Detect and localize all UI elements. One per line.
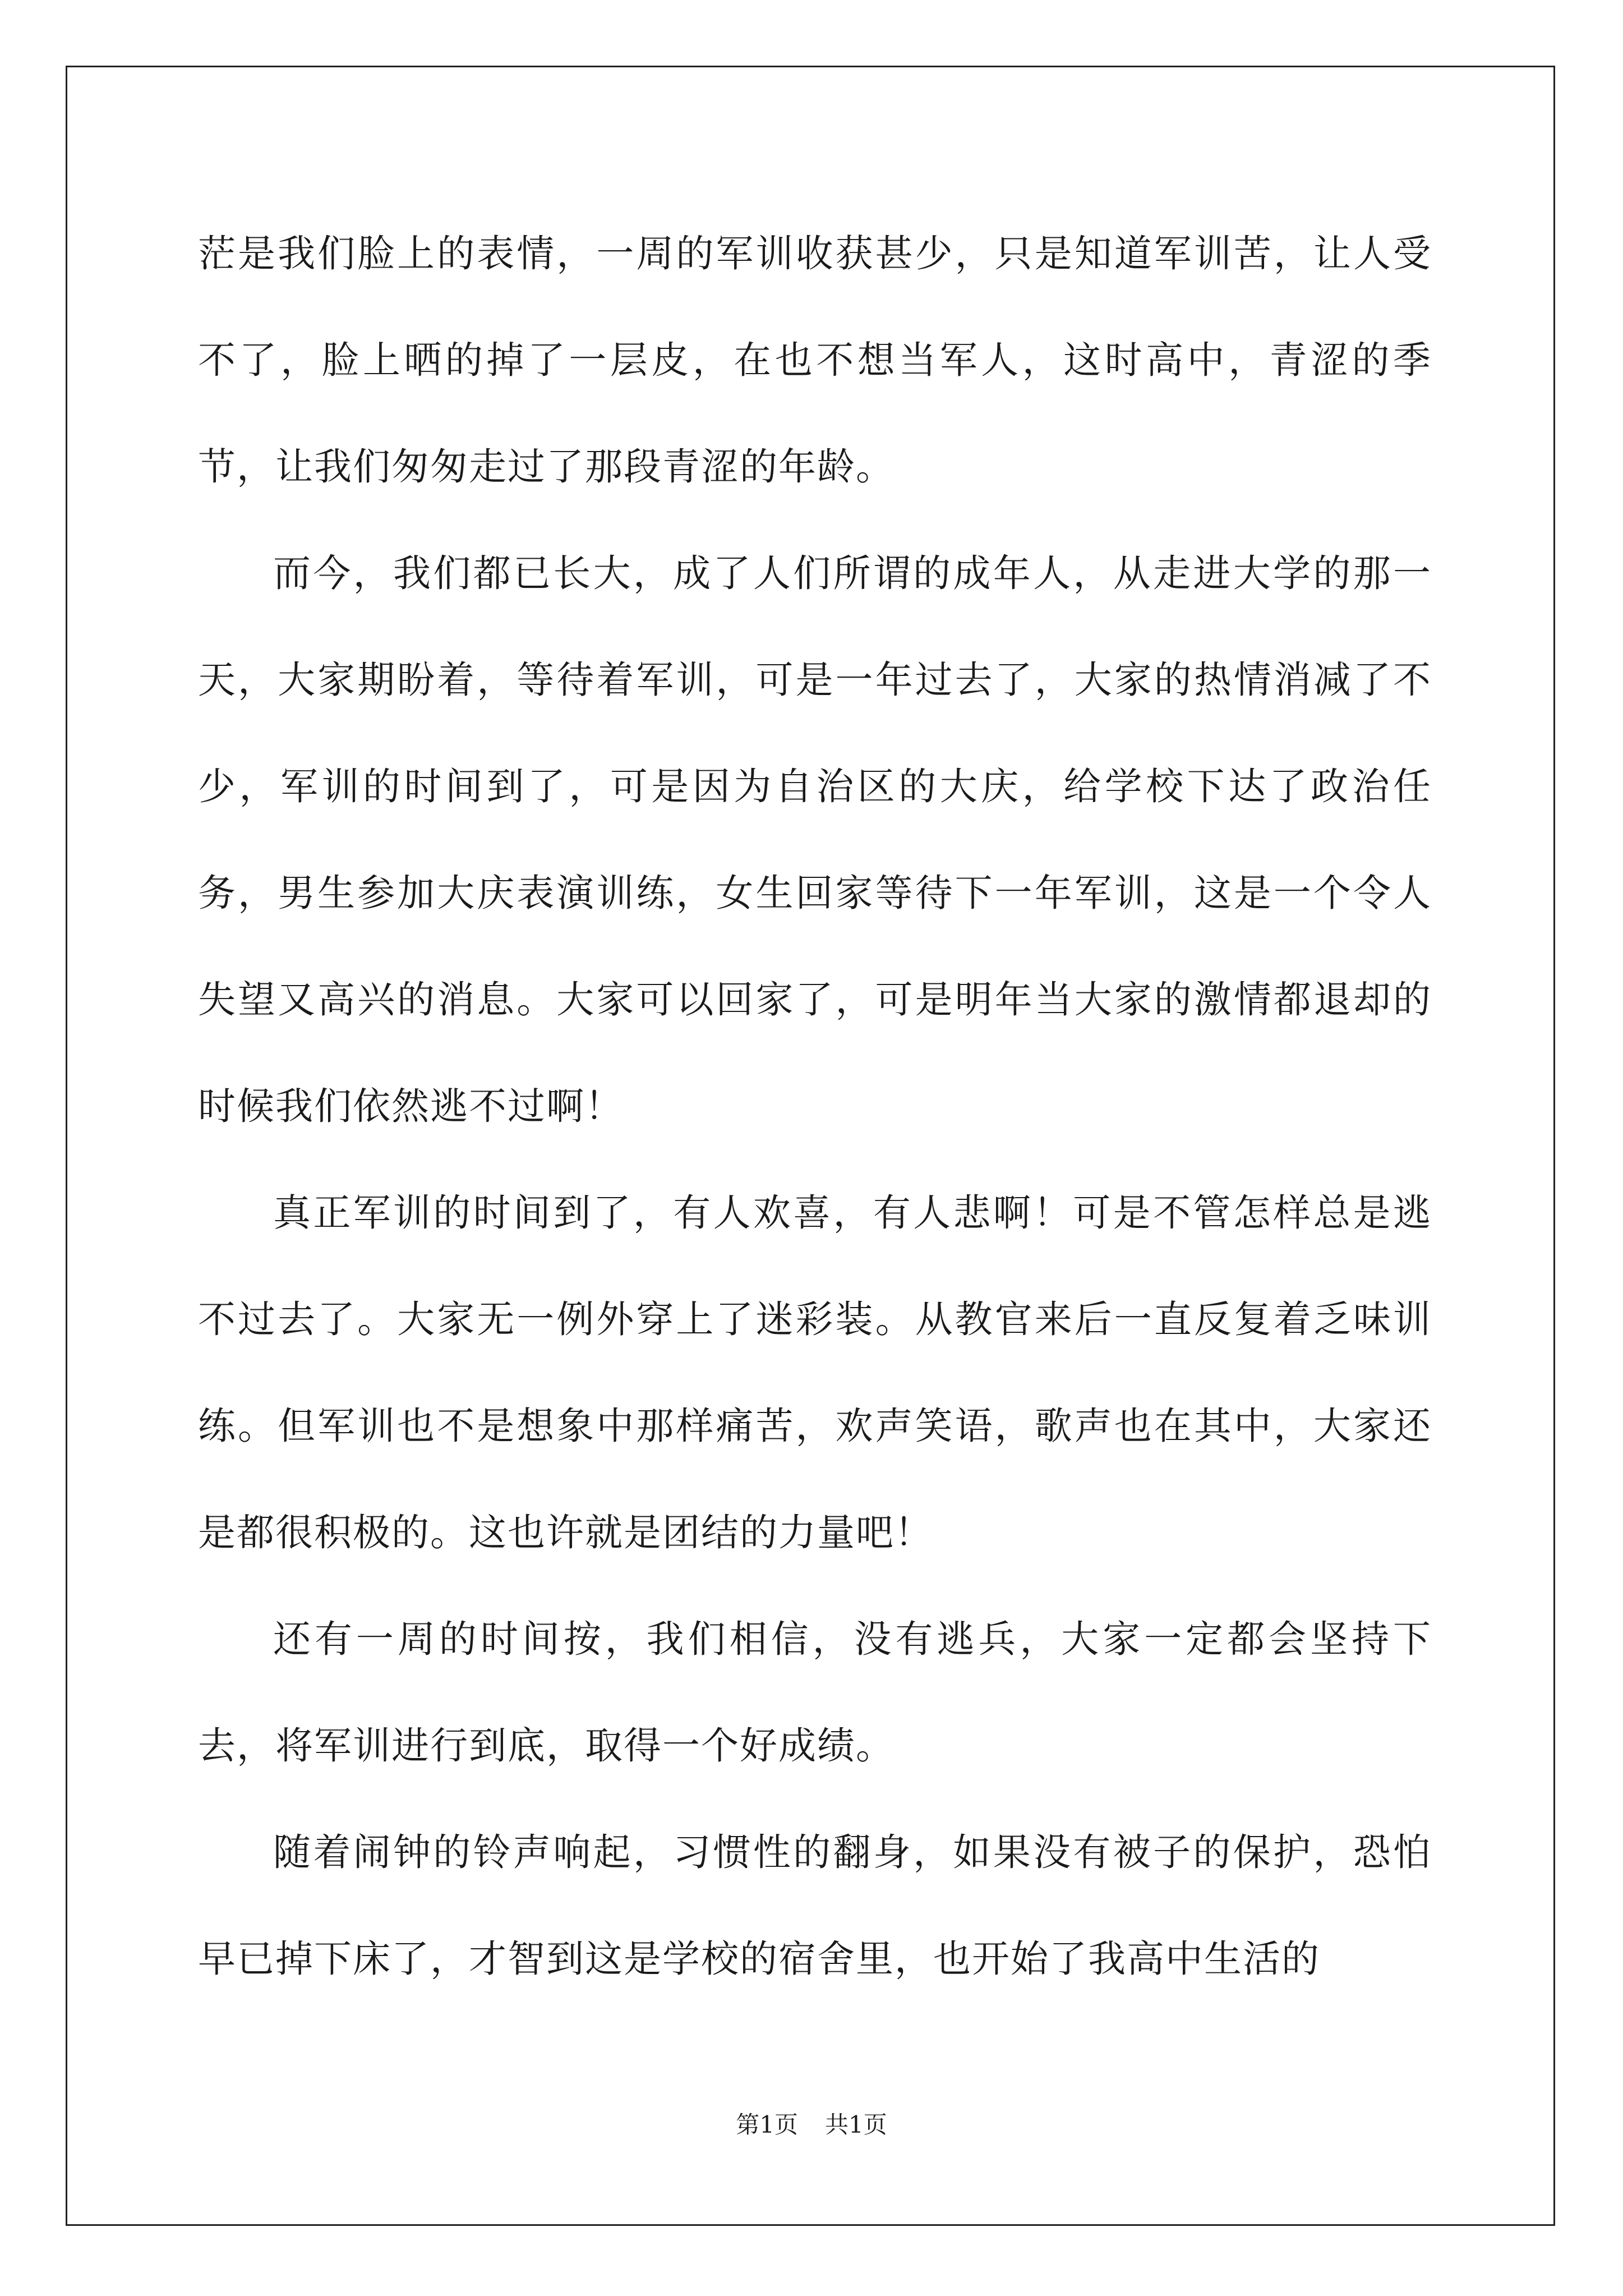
- paragraph-4: 还有一周的时间按，我们相信，没有逃兵，大家一定都会坚持下去，将军训进行到底，取得一个好成绩。: [198, 1617, 1432, 1768]
- page-footer: [0, 2106, 1623, 2140]
- page-number-total: 共1页: [825, 2111, 887, 2138]
- paragraph-1: 茫是我们脸上的表情，一周的军训收获甚少，只是知道军训苦，让人受不了，脸上晒的掉了一层皮，在也不想当军人，这时高中，青涩的季节，让我们匆匆走过了那段青涩的年龄。: [198, 232, 1432, 489]
- paragraph-5: 随着闹钟的铃声响起，习惯性的翻身，如果没有被子的保护，恐怕早已掉下床了，才智到这是学校的宿舍里，也开始了我高中生活的: [198, 1830, 1432, 1981]
- paragraph-3: 真正军训的时间到了，有人欢喜，有人悲啊！可是不管怎样总是逃不过去了。大家无一例外穿上了迷彩装。从教官来后一直反复着乏味训练。但军训也不是想象中那样痛苦，欢声笑语，歌声也在其中，大家还是都很积极的。这也许就是团结的力量吧！: [198, 1191, 1432, 1554]
- document-body: [198, 200, 1432, 2012]
- paragraph-2: 而今，我们都已长大，成了人们所谓的成年人，从走进大学的那一天，大家期盼着，等待着军训，可是一年过去了，大家的热情消减了不少，军训的时间到了，可是因为自治区的大庆，给学校下达了政治任务，男生参加大庆表演训练，女生回家等待下一年军训，这是一个令人失望又高兴的消息。大家可以回家了，可是明年当大家的激情都退却的时候我们依然逃不过啊！: [198, 551, 1432, 1128]
- page-number-current: 第1页: [736, 2111, 798, 2138]
